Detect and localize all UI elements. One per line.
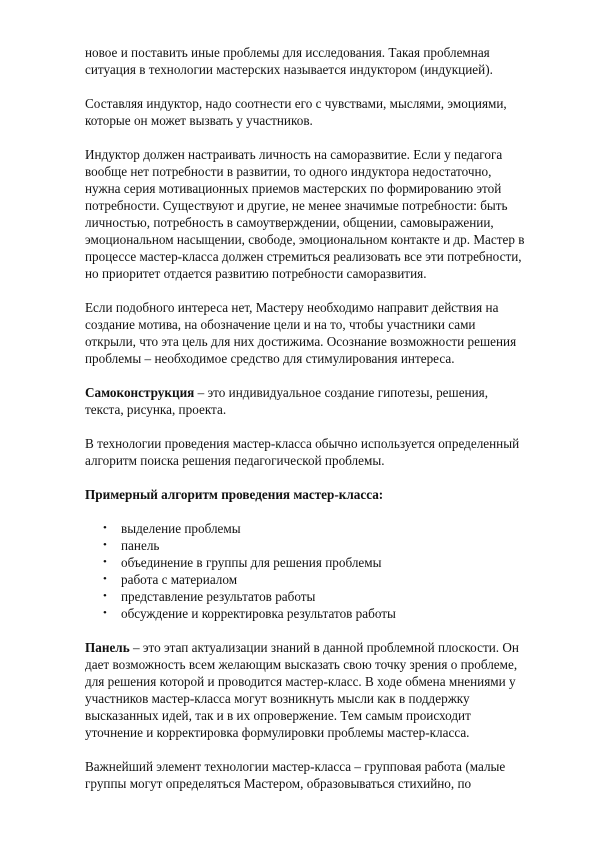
paragraph-inductor-intro: новое и поставить иные проблемы для исследования. Такая проблемная ситуация в технологии мастерских называется индуктором (индукцией). bbox=[85, 45, 493, 77]
paragraph-inductor-feelings: Составляя индуктор, надо соотнести его с чувствами, мыслями, эмоциями, которые он может вызвать у участников. bbox=[85, 96, 507, 128]
term-self-construction: Самоконструкция bbox=[85, 385, 195, 400]
list-item bbox=[85, 605, 525, 622]
algorithm-heading: Примерный алгоритм проведения мастер-класса: bbox=[85, 487, 384, 502]
bullet-icon: • bbox=[103, 539, 107, 551]
algorithm-steps-list bbox=[85, 520, 525, 622]
list-item bbox=[85, 554, 525, 571]
list-item-text: обсуждение и корректировка результатов работы bbox=[121, 606, 396, 621]
list-item bbox=[85, 588, 525, 605]
list-item-text: выделение проблемы bbox=[121, 521, 241, 536]
definition-panel: – это этап актуализации знаний в данной проблемной плоскости. Он дает возможность всем желающим высказать свою точку зрения о проблеме, для решения которой и проводится мастер-класс. В ходе обмена мнениями у участников мастер-класса могут возникнуть мысли как в поддержку высказанных идей, так и в их опровержение. Тем самым происходит уточнение и корректировка формулировки проблемы мастер-класса. bbox=[85, 640, 519, 740]
paragraph-motivation: Если подобного интереса нет, Мастеру необходимо направит действия на создание мотива, на обозначение цели и на то, чтобы участники сами открыли, что эта цель для них достижима. Осознание возможности решения проблемы – необходимое средство для стимулирования интереса. bbox=[85, 300, 517, 366]
list-item-text: панель bbox=[121, 538, 160, 553]
list-item-text: работа с материалом bbox=[121, 572, 238, 587]
bullet-icon: • bbox=[103, 607, 107, 619]
document-body bbox=[85, 44, 525, 809]
paragraph-self-development: Индуктор должен настраивать личность на саморазвитие. Если у педагога вообще нет потребности в развитии, то одного индуктора недостаточно, нужна серия мотивационных приемов мастерских по формированию этой потребности. Существуют и другие, не менее значимые потребности: быть личностью, потребность в самоутверждении, общении, самовыражении, эмоциональном насыщении, свободе, эмоциональном контакте и др. Мастер в процессе мастер-класса должен стремиться реализовать все эти потребности, но приоритет отдается развитию потребности саморазвития. bbox=[85, 147, 525, 281]
term-panel: Панель bbox=[85, 640, 130, 655]
bullet-icon: • bbox=[103, 556, 107, 568]
list-item-text: представление результатов работы bbox=[121, 589, 316, 604]
list-item-text: объединение в группы для решения проблемы bbox=[121, 555, 382, 570]
list-item bbox=[85, 537, 525, 554]
paragraph-algorithm-intro: В технологии проведения мастер-класса обычно используется определенный алгоритм поиска решения педагогической проблемы. bbox=[85, 436, 520, 468]
bullet-icon: • bbox=[103, 573, 107, 585]
list-item bbox=[85, 520, 525, 537]
paragraph-group-work: Важнейший элемент технологии мастер-класса – групповая работа (малые группы могут определяться Мастером, образовываться стихийно, по bbox=[85, 759, 506, 791]
list-item bbox=[85, 571, 525, 588]
paragraph-self-construction bbox=[85, 384, 525, 418]
definition-self-construction: – это индивидуальное создание гипотезы, решения, текста, рисунка, проекта. bbox=[85, 385, 489, 417]
bullet-icon: • bbox=[103, 522, 107, 534]
paragraph-panel bbox=[85, 639, 525, 741]
bullet-icon: • bbox=[103, 590, 107, 602]
